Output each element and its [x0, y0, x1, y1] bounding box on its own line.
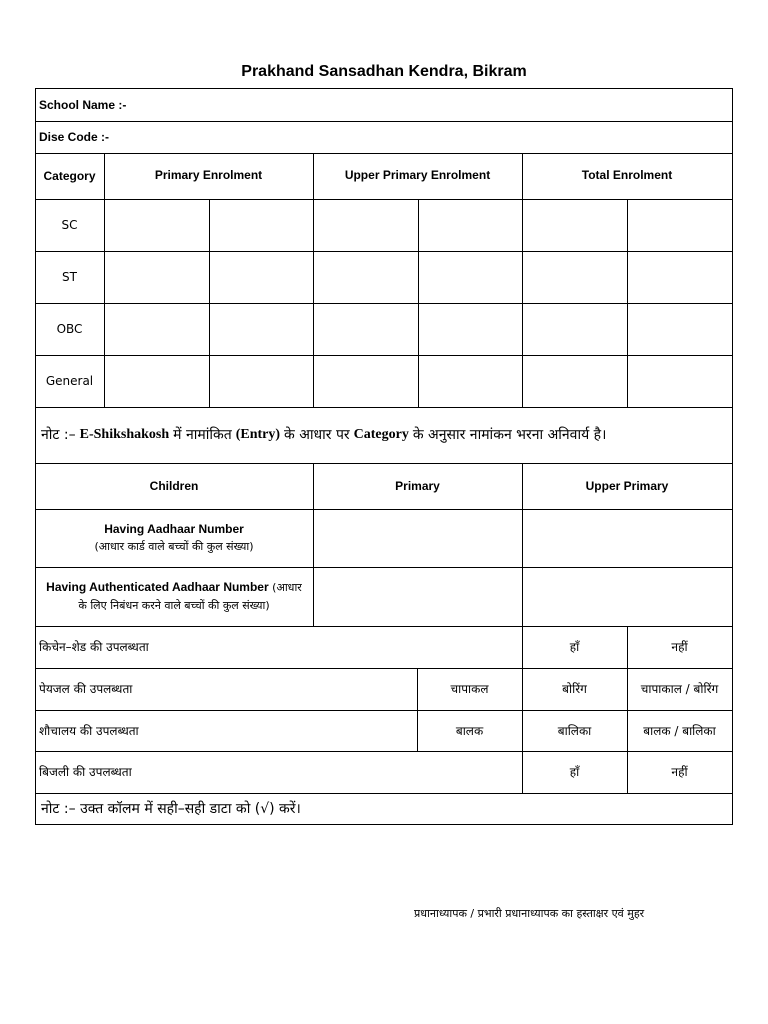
electricity-label: बिजली की उपलब्धता — [39, 765, 132, 779]
header-primary-enrolment: Primary Enrolment — [154, 168, 263, 182]
header-primary: Primary — [395, 479, 440, 493]
form-title: Prakhand Sansadhan Kendra, Bikram — [241, 63, 527, 80]
category-obc: OBC — [56, 322, 83, 336]
table-rule-horizontal — [35, 251, 733, 252]
kitchen-shed-label: किचेन–शेड की उपलब्धता — [39, 640, 149, 654]
table-rule-vertical — [732, 88, 733, 825]
headmaster-signature-label: प्रधानाध्यापक / प्रभारी प्रधानाध्यापक का हस्ताक्षर एवं मुहर — [414, 907, 645, 920]
table-rule-vertical — [418, 199, 419, 408]
toilet-label: शौचालय की उपलब्धता — [39, 723, 139, 738]
note1-part-d: (Entry) — [235, 427, 281, 442]
note1-part-e: के आधार पर — [284, 427, 350, 443]
note1-part-a: नोट :– — [41, 427, 76, 443]
header-upper-primary-enrolment: Upper Primary Enrolment — [344, 168, 491, 182]
toilet-boys: बालक — [455, 723, 484, 738]
kitchen-yes: हाँ — [569, 640, 580, 654]
note-tick-correct: नोट :– उक्त कॉलम में सही–सही डाटा को (√) करें। — [41, 800, 301, 817]
toilet-girls: बालिका — [557, 723, 592, 738]
category-general: General — [45, 374, 94, 388]
authenticated-aadhaar-label-en: Having Authenticated Aadhaar Number — [46, 580, 269, 594]
header-total-enrolment: Total Enrolment — [581, 168, 673, 182]
header-children: Children — [149, 479, 199, 493]
authenticated-aadhaar-label-hi-b: के लिए निबंधन करने वाले बच्चों की कुल संख्या) — [78, 599, 270, 612]
kitchen-no: नहीं — [671, 640, 688, 654]
dise-code-label: Dise Code :- — [39, 130, 110, 144]
header-upper-primary: Upper Primary — [585, 479, 669, 493]
table-rule-vertical — [209, 199, 210, 408]
water-boring: बोरिंग — [562, 682, 587, 696]
aadhaar-row-label — [35, 509, 313, 567]
note-eshikshakosh — [35, 407, 732, 463]
electricity-yes: हाँ — [569, 765, 580, 779]
school-name-label: School Name :- — [39, 98, 127, 112]
note1-part-g: के अनुसार नामांकन भरना अनिवार्य है। — [412, 427, 607, 443]
authenticated-aadhaar-label-hi-a: (आधार — [268, 581, 302, 594]
note1-part-f: Category — [353, 427, 409, 442]
table-rule-horizontal — [35, 199, 733, 200]
aadhaar-row-label-en: Having Aadhaar Number — [104, 522, 244, 536]
authenticated-aadhaar-row-label — [35, 567, 313, 626]
table-rule-horizontal — [35, 355, 733, 356]
water-both: चापाकाल / बोरिंग — [640, 682, 719, 696]
category-sc: SC — [61, 218, 78, 232]
note1-part-c: में नामांकित — [173, 427, 232, 443]
category-st: ST — [62, 270, 77, 284]
drinking-water-label: पेयजल की उपलब्धता — [39, 682, 133, 696]
electricity-no: नहीं — [671, 765, 688, 779]
note1-part-b: E-Shikshakosh — [79, 427, 170, 442]
aadhaar-row-label-hi: (आधार कार्ड वाले बच्चों की कुल संख्या) — [94, 540, 254, 553]
water-handpump: चापाकल — [450, 682, 489, 696]
toilet-both: बालक / बालिका — [643, 723, 716, 738]
table-rule-vertical — [627, 199, 628, 408]
header-category: Category — [43, 169, 96, 183]
table-rule-horizontal — [35, 824, 733, 825]
table-rule-horizontal — [35, 303, 733, 304]
